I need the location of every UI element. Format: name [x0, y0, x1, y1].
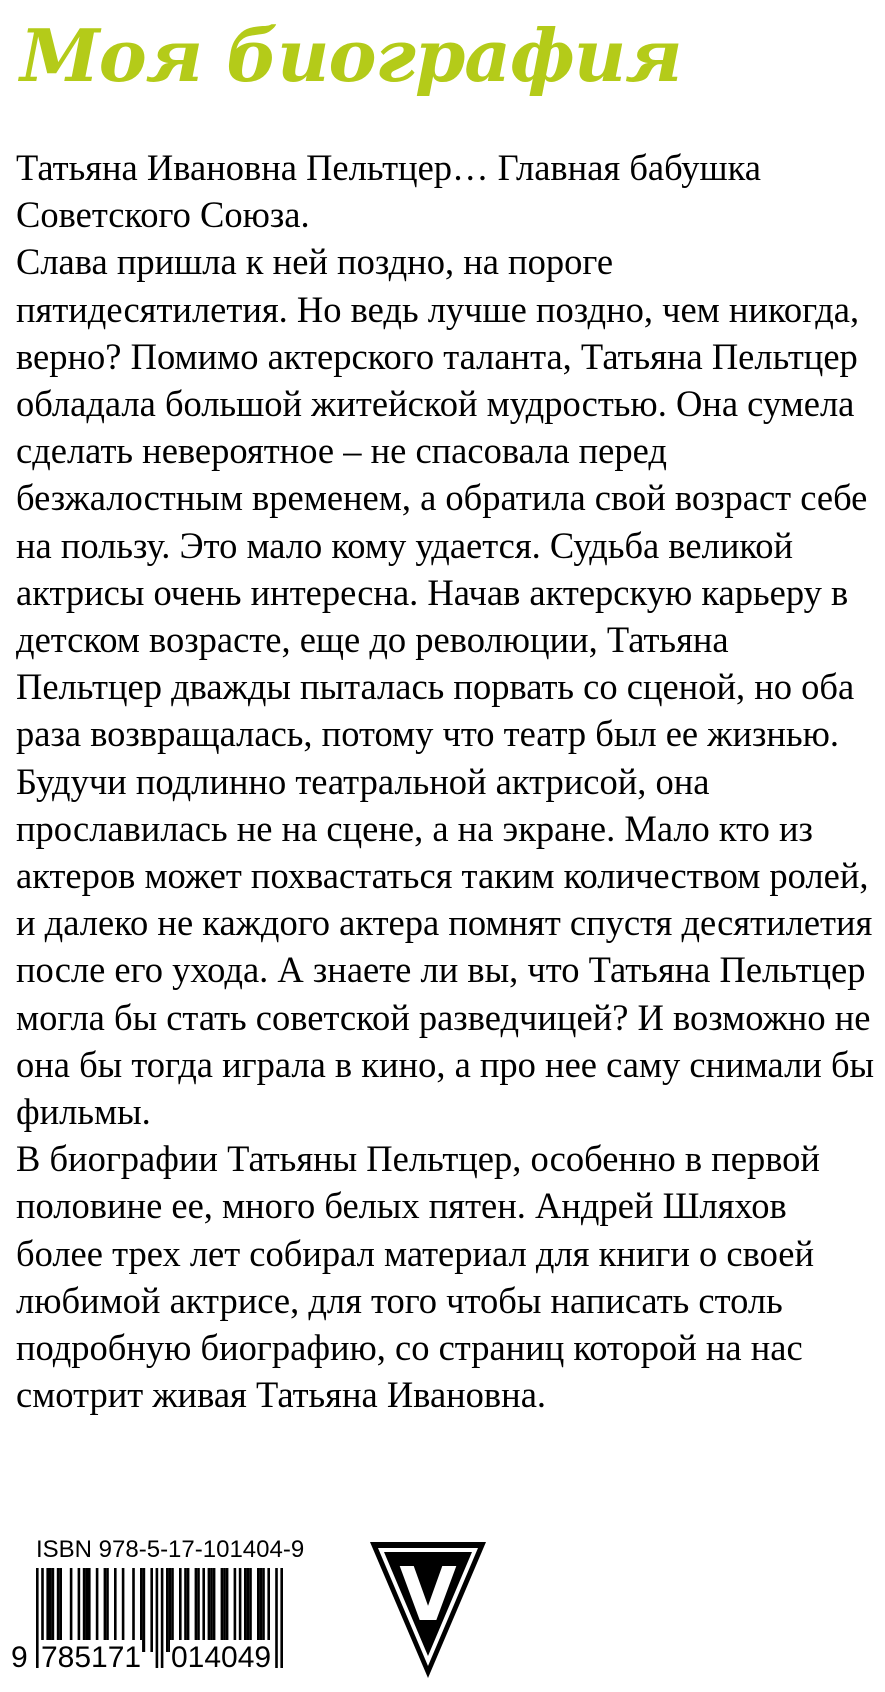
series-title: Моя биография: [20, 13, 682, 98]
barcode-digits-right: 014049: [171, 1641, 272, 1674]
annotation-paragraph: В биографии Татьяны Пельтцер, особенно в первой половине ее, много белых пятен. Андрей Шляхов более трех лет собирал материал для книги о своей любимой актрисе, для того чтобы написать столь подробную биографию, со страниц которой на нас смотрит живая Татьяна Ивановна.: [16, 1138, 820, 1416]
annotation-paragraph: Слава пришла к ней поздно, на пороге пятидесятилетия. Но ведь лучше поздно, чем никогда, верно? Помимо актерского таланта, Татьяна Пельтцер обладала большой житейской мудростью. Она сумела сделать невероятное – не спасовала перед безжалостным временем, а обратила свой возраст себе на пользу. Это мало кому удается. Судьба великой актрисы очень интересна. Начав актерскую карьеру в детском возрасте, еще до революции, Татьяна Пельтцер дважды пыталась порвать со сценой, но оба раза возвращалась, потому что театр был ее жизнью. Будучи подлинно театральной актрисой, она прославилась не на сцене, а на экране. Мало кто из актеров может похвастаться таким количеством ролей, и далеко не каждого актера помнят спустя десятилетия после его ухода. А знаете ли вы, что Татьяна Пельтцер могла бы стать советской разведчицей? И возможно не она бы тогда играла в кино, а про нее саму снимали бы фильмы.: [16, 241, 875, 1133]
isbn-label: ISBN 978-5-17-101404-9: [36, 1536, 305, 1563]
barcode-digit-lead: 9: [11, 1641, 28, 1674]
v-triangle-logo-icon: [368, 1540, 488, 1680]
publisher-logo: [368, 1540, 488, 1685]
barcode-block: [10, 1536, 315, 1676]
barcode-digits-left: 785171: [41, 1641, 142, 1674]
annotation-paragraph: Татьяна Ивановна Пельтцер… Главная бабушка Советского Союза.: [16, 147, 762, 236]
annotation-text: [16, 144, 876, 1418]
barcode-digits: [10, 1640, 315, 1676]
publisher-logo-letter: V: [399, 1552, 457, 1638]
